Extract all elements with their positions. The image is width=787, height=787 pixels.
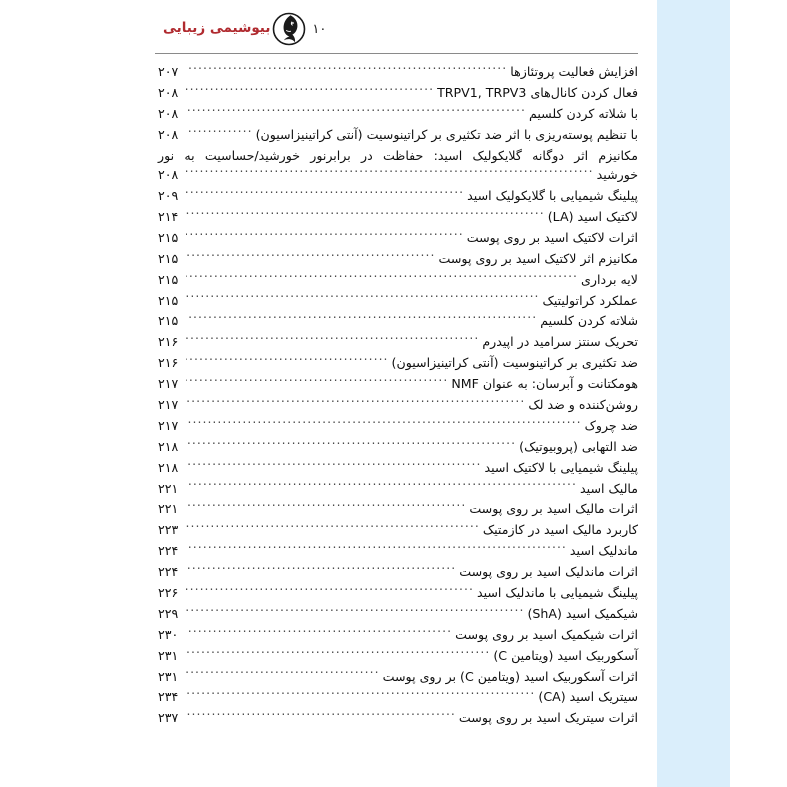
toc-entry-line bbox=[158, 332, 638, 352]
dot-leader bbox=[186, 63, 507, 76]
entry-title: آسکوربیک اسید (ویتامین C) bbox=[493, 647, 638, 663]
toc-entry-line bbox=[158, 520, 638, 540]
entry-title: اثرات سیتریک اسید بر روی پوست bbox=[458, 710, 638, 726]
dot-leader bbox=[186, 647, 490, 660]
toc-entry[interactable] bbox=[158, 458, 638, 478]
entry-page-number: ۲۲۱ bbox=[158, 501, 179, 517]
entry-title: روشن‌کننده و ضد لک bbox=[528, 396, 638, 412]
dot-leader bbox=[186, 480, 577, 493]
toc-entry[interactable] bbox=[158, 687, 638, 707]
toc-entry[interactable] bbox=[158, 311, 638, 331]
toc-entry-line bbox=[158, 249, 638, 269]
toc-entry-line bbox=[158, 353, 638, 373]
entry-page-number: ۲۰۹ bbox=[158, 188, 179, 204]
toc-entry-line bbox=[158, 125, 638, 145]
entry-page-number: ۲۳۴ bbox=[158, 689, 179, 705]
toc-entry[interactable] bbox=[158, 249, 638, 269]
toc-entry[interactable] bbox=[158, 374, 638, 394]
dot-leader bbox=[186, 334, 479, 347]
toc-entry[interactable] bbox=[158, 207, 638, 227]
toc-entry-line bbox=[158, 311, 638, 331]
toc-entry[interactable] bbox=[158, 604, 638, 624]
entry-title: مکانیزم اثر لاکتیک اسید بر روی پوست bbox=[438, 250, 638, 266]
toc-entry[interactable] bbox=[158, 228, 638, 248]
entry-title: ضد تکثیری بر کراتینوسیت (آنتی کراتینیزاسیون) bbox=[391, 355, 638, 371]
entry-page-number: ۲۲۴ bbox=[158, 543, 179, 559]
entry-page-number: ۲۱۶ bbox=[158, 334, 179, 350]
entry-page-number: ۲۱۸ bbox=[158, 438, 179, 454]
entry-title: هومکتانت و آبرسان: به عنوان NMF bbox=[451, 376, 638, 392]
toc-entry[interactable] bbox=[158, 83, 638, 103]
entry-title: سیتریک اسید (CA) bbox=[538, 689, 638, 705]
entry-page-number: ۲۱۶ bbox=[158, 355, 179, 371]
entry-page-number: ۲۳۱ bbox=[158, 647, 179, 663]
toc-entry-line bbox=[158, 437, 638, 457]
entry-page-number: ۲۰۸ bbox=[158, 84, 179, 100]
entry-page-number: ۲۰۷ bbox=[158, 64, 179, 79]
entry-page-number: ۲۱۷ bbox=[158, 396, 179, 412]
woman-face-profile-emblem-icon bbox=[270, 10, 308, 48]
dot-leader bbox=[186, 668, 380, 681]
right-edge-decoration-band bbox=[657, 0, 730, 787]
dot-leader bbox=[186, 563, 456, 576]
toc-entry[interactable] bbox=[158, 625, 638, 645]
toc-entry-line bbox=[158, 667, 638, 687]
dot-leader bbox=[186, 396, 525, 409]
toc-entry[interactable] bbox=[158, 583, 638, 603]
entry-page-number: ۲۲۶ bbox=[158, 584, 179, 600]
book-title: بیوشیمی زیبایی bbox=[163, 20, 271, 37]
entry-page-number: ۲۳۱ bbox=[158, 668, 179, 684]
dot-leader bbox=[186, 126, 253, 139]
toc-entry-line bbox=[158, 104, 638, 124]
dot-leader bbox=[186, 584, 474, 597]
toc-entry[interactable] bbox=[158, 332, 638, 352]
entry-title: پیلینگ شیمیایی با لاکتیک اسید bbox=[484, 459, 638, 475]
toc-entry-line bbox=[158, 228, 638, 248]
toc-entry[interactable] bbox=[158, 146, 638, 185]
entry-title: با شلاته کردن کلسیم bbox=[528, 105, 638, 121]
toc-entry-line bbox=[158, 395, 638, 415]
table-of-contents bbox=[158, 62, 638, 729]
entry-page-number: ۲۱۵ bbox=[158, 313, 179, 329]
entry-title: لاکتیک اسید (LA) bbox=[547, 208, 638, 224]
entry-page-number: ۲۰۸ bbox=[158, 105, 179, 121]
dot-leader bbox=[186, 292, 540, 305]
toc-entry-line bbox=[158, 562, 638, 582]
dot-leader bbox=[186, 375, 448, 388]
entry-title: اثرات لاکتیک اسید بر روی پوست bbox=[466, 229, 638, 245]
entry-title: مکانیزم اثر دوگانه گلایکولیک اسید: حفاظت در برابرنور خورشید/حساسیت به نور bbox=[158, 147, 638, 163]
toc-entry-line bbox=[158, 416, 638, 436]
entry-page-number: ۲۱۷ bbox=[158, 417, 179, 433]
entry-page-number: ۲۲۴ bbox=[158, 564, 179, 580]
dot-leader bbox=[186, 522, 480, 535]
entry-title: پیلینگ شیمیایی با گلایکولیک اسید bbox=[467, 188, 638, 204]
toc-entry[interactable] bbox=[158, 479, 638, 499]
toc-entry[interactable] bbox=[158, 104, 638, 124]
toc-entry[interactable] bbox=[158, 437, 638, 457]
toc-entry-line bbox=[158, 207, 638, 227]
entry-title: پیلینگ شیمیایی با ماندلیک اسید bbox=[476, 584, 638, 600]
entry-title: عملکرد کراتولیتیک bbox=[542, 292, 638, 308]
dot-leader bbox=[186, 105, 526, 118]
toc-entry-line bbox=[158, 62, 638, 82]
toc-entry[interactable] bbox=[158, 667, 638, 687]
page-number: ۱۰ bbox=[312, 21, 327, 37]
entry-title: با تنظیم پوسته‌ریزی با اثر ضد تکثیری بر کراتینوسیت (آنتی کراتینیزاسیون) bbox=[255, 126, 638, 142]
header-rule bbox=[155, 53, 638, 54]
toc-entry-line bbox=[158, 541, 638, 561]
dot-leader bbox=[186, 167, 594, 180]
toc-entry-line bbox=[158, 374, 638, 394]
toc-entry-line bbox=[158, 646, 638, 666]
entry-page-number: ۲۱۵ bbox=[158, 292, 179, 308]
entry-title: شلاته کردن کلسیم bbox=[540, 313, 638, 329]
entry-page-number: ۲۲۳ bbox=[158, 522, 179, 538]
dot-leader bbox=[186, 710, 456, 723]
dot-leader bbox=[186, 417, 582, 430]
toc-entry[interactable] bbox=[158, 646, 638, 666]
dot-leader bbox=[186, 187, 464, 200]
entry-page-number: ۲۱۷ bbox=[158, 376, 179, 392]
toc-entry[interactable] bbox=[158, 541, 638, 561]
toc-entry-line bbox=[158, 186, 638, 206]
toc-entry[interactable] bbox=[158, 708, 638, 728]
toc-entry-line bbox=[158, 458, 638, 478]
entry-page-number: ۲۱۵ bbox=[158, 271, 179, 287]
toc-entry-line bbox=[158, 583, 638, 603]
toc-entry[interactable] bbox=[158, 395, 638, 415]
entry-page-number: ۲۱۴ bbox=[158, 208, 179, 224]
entry-page-number: ۲۰۸ bbox=[158, 167, 179, 183]
toc-entry-line bbox=[158, 270, 638, 290]
toc-entry-line bbox=[158, 479, 638, 499]
toc-entry[interactable] bbox=[158, 186, 638, 206]
toc-entry[interactable] bbox=[158, 291, 638, 311]
entry-title: اثرات ماندلیک اسید بر روی پوست bbox=[459, 564, 638, 580]
toc-entry-line bbox=[158, 625, 638, 645]
toc-entry[interactable] bbox=[158, 499, 638, 519]
toc-entry-line bbox=[158, 708, 638, 728]
entry-title: اثرات شیکمیک اسید بر روی پوست bbox=[455, 626, 638, 642]
toc-entry-line bbox=[158, 687, 638, 707]
entry-title: لایه برداری bbox=[581, 271, 638, 287]
dot-leader bbox=[186, 313, 537, 326]
entry-title: تحریک سنتز سرامید در اپیدرم bbox=[482, 334, 638, 350]
entry-title: ضد التهابی (پروبیوتیک) bbox=[519, 438, 638, 454]
running-header bbox=[155, 10, 638, 54]
dot-leader bbox=[186, 84, 434, 97]
entry-title: فعال کردن کانال‌های TRPV1, TRPV3 bbox=[437, 84, 638, 100]
entry-page-number: ۲۳۷ bbox=[158, 710, 179, 726]
dot-leader bbox=[186, 459, 482, 472]
dot-leader bbox=[186, 271, 578, 284]
entry-title: اثرات آسکوربیک اسید (ویتامین C) بر روی پوست bbox=[382, 668, 638, 684]
entry-title: مالیک اسید bbox=[580, 480, 638, 496]
dot-leader bbox=[186, 626, 452, 639]
toc-entry[interactable] bbox=[158, 520, 638, 540]
toc-entry[interactable] bbox=[158, 416, 638, 436]
dot-leader bbox=[186, 438, 516, 451]
entry-page-number: ۲۱۸ bbox=[158, 459, 179, 475]
entry-title: شیکمیک اسید (ShA) bbox=[527, 605, 638, 621]
entry-page-number: ۲۳۰ bbox=[158, 626, 179, 642]
dot-leader bbox=[186, 501, 466, 514]
toc-entry[interactable] bbox=[158, 125, 638, 145]
toc-entry-line bbox=[158, 165, 638, 185]
entry-title: اثرات مالیک اسید بر روی پوست bbox=[469, 501, 638, 517]
dot-leader bbox=[186, 605, 524, 618]
entry-title: ضد چروک bbox=[584, 417, 638, 433]
toc-entry-line bbox=[158, 291, 638, 311]
dot-leader bbox=[186, 229, 464, 242]
entry-title: کاربرد مالیک اسید در کازمتیک bbox=[482, 522, 638, 538]
dot-leader bbox=[186, 355, 389, 368]
entry-page-number: ۲۲۱ bbox=[158, 480, 179, 496]
entry-title: ماندلیک اسید bbox=[569, 543, 638, 559]
toc-entry[interactable] bbox=[158, 62, 638, 82]
entry-page-number: ۲۱۵ bbox=[158, 250, 179, 266]
dot-leader bbox=[186, 689, 535, 702]
entry-page-number: ۲۱۵ bbox=[158, 229, 179, 245]
toc-entry[interactable] bbox=[158, 562, 638, 582]
toc-entry-line bbox=[158, 499, 638, 519]
entry-title: افزایش فعالیت پروتئازها bbox=[510, 64, 638, 79]
toc-entry-line bbox=[158, 83, 638, 103]
toc-entry[interactable] bbox=[158, 270, 638, 290]
toc-entry[interactable] bbox=[158, 353, 638, 373]
entry-title-continuation: خورشید bbox=[596, 167, 638, 183]
dot-leader bbox=[186, 543, 567, 556]
entry-page-number: ۲۲۹ bbox=[158, 605, 179, 621]
toc-entry-line bbox=[158, 604, 638, 624]
dot-leader bbox=[186, 208, 545, 221]
dot-leader bbox=[186, 250, 436, 263]
entry-page-number: ۲۰۸ bbox=[158, 126, 179, 142]
